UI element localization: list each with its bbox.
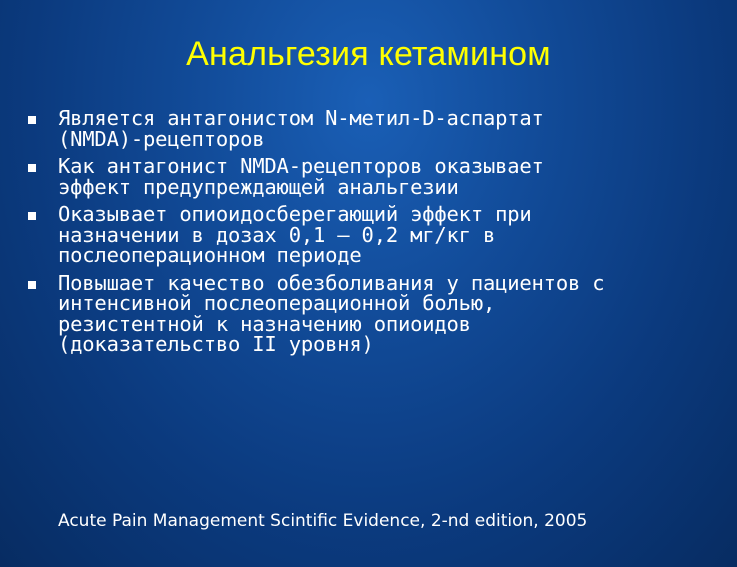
bullet-list (28, 108, 718, 362)
square-bullet-icon (28, 116, 36, 124)
bullet-text: Повышает качество обезболивания у пациентов с интенсивной послеоперационной болью, резистентной к назначению опиоидов (доказательство II уровня) (58, 270, 605, 356)
bullet-item (28, 108, 718, 149)
square-bullet-icon (28, 164, 36, 172)
source-citation: Acute Pain Management Scintific Evidence, 2-nd edition, 2005 (58, 511, 588, 531)
bullet-text: Является антагонистом N-метил-D-аспартат (NMDA)-рецепторов (58, 106, 544, 151)
bullet-item (28, 270, 718, 356)
slide-title: Анальгезия кетамином (186, 35, 551, 73)
square-bullet-icon (28, 212, 36, 220)
bullet-item (28, 156, 718, 197)
bullet-text: Как антагонист NMDA-рецепторов оказывает эффект предупреждающей анальгезии (58, 154, 544, 199)
bullet-item (28, 204, 718, 266)
bullet-text: Оказывает опиоидосберегающий эффект при назначении в дозах 0,1 – 0,2 мг/кг в послеоперационном периоде (58, 202, 532, 267)
square-bullet-icon (28, 281, 36, 289)
